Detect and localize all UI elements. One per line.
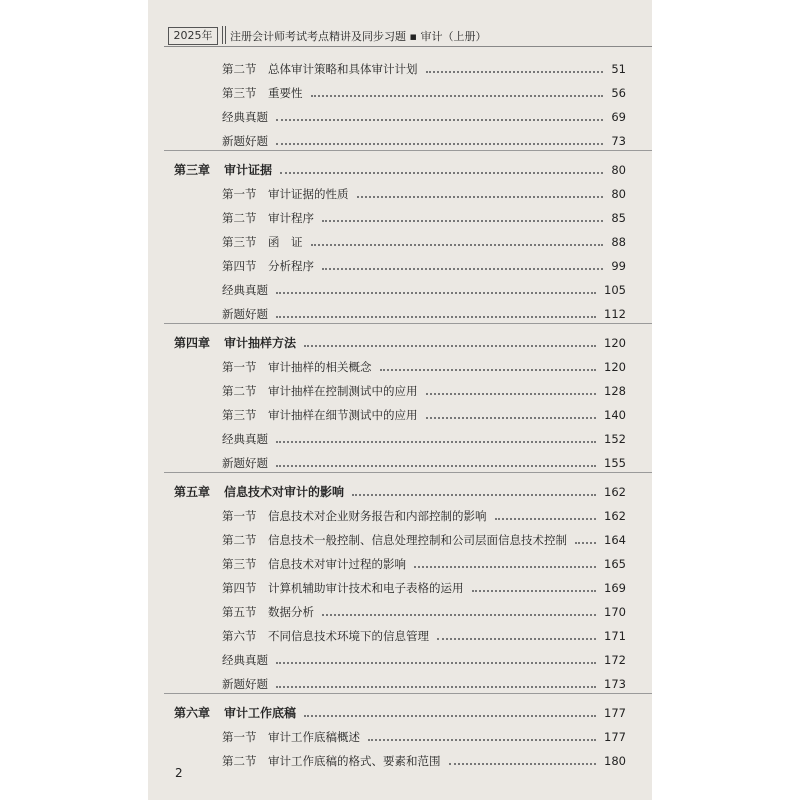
- toc-entry-title: 审计证据: [224, 163, 273, 177]
- toc-page-number: 171: [604, 629, 626, 643]
- toc-section-entry: [148, 506, 652, 526]
- toc-page-number: 155: [604, 456, 626, 470]
- toc-entry-title: 信息技术对企业财务报告和内部控制的影响: [268, 509, 487, 523]
- toc-extra-entry: [148, 131, 652, 151]
- toc-section-entry: [148, 626, 652, 646]
- toc-extra-entry: [148, 304, 652, 324]
- toc-extra-entry: [148, 674, 652, 694]
- toc-page-number: 69: [611, 110, 626, 124]
- toc-section-entry: [148, 232, 652, 252]
- toc-section-entry: [148, 208, 652, 228]
- toc-section-entry: [148, 751, 652, 771]
- toc-section-entry: [148, 59, 652, 79]
- toc-page-number: 56: [611, 86, 626, 100]
- toc-entry-title: 审计工作底稿: [224, 706, 297, 720]
- toc-extra-entry: [148, 429, 652, 449]
- toc-entry-number: 第三节: [222, 557, 257, 571]
- toc-leader-dots: [311, 95, 603, 97]
- toc-entry-number: 第六节: [222, 629, 257, 643]
- toc-leader-dots: [426, 71, 603, 73]
- toc-section-entry: [148, 357, 652, 377]
- toc-entry-number: 第四节: [222, 259, 257, 273]
- toc-leader-dots: [426, 417, 596, 419]
- toc-page-number: 152: [604, 432, 626, 446]
- toc-entry-title: 审计工作底稿概述: [268, 730, 360, 744]
- toc-entry-title: 审计抽样在控制测试中的应用: [268, 384, 418, 398]
- year-badge: 2025年: [168, 27, 218, 45]
- page-number: 2: [175, 766, 183, 780]
- toc-page-number: 165: [604, 557, 626, 571]
- toc-page-number: 162: [604, 509, 626, 523]
- toc-entry-number: 第三章: [174, 163, 211, 177]
- toc-section-entry: [148, 83, 652, 103]
- toc-entry-title: 计算机辅助审计技术和电子表格的运用: [268, 581, 464, 595]
- chapter-divider: [164, 472, 652, 473]
- toc-entry-title: 函 证: [268, 235, 303, 249]
- chapter-divider: [164, 323, 652, 324]
- toc-entry-number: 第一节: [222, 360, 257, 374]
- toc-page-number: 177: [604, 730, 626, 744]
- toc-leader-dots: [304, 345, 596, 347]
- toc-page-number: 177: [604, 706, 626, 720]
- toc-leader-dots: [357, 196, 603, 198]
- toc-page-number: 73: [611, 134, 626, 148]
- toc-page-number: 80: [611, 187, 626, 201]
- toc-leader-dots: [575, 542, 596, 544]
- toc-entry-number: 第二节: [222, 211, 257, 225]
- toc-leader-dots: [322, 220, 603, 222]
- toc-leader-dots: [276, 119, 603, 121]
- toc-entry-number: 第三节: [222, 235, 257, 249]
- toc-entry-number: 第二节: [222, 533, 257, 547]
- toc-extra-entry: [148, 453, 652, 473]
- toc-page-number: 164: [604, 533, 626, 547]
- toc-leader-dots: [276, 662, 596, 664]
- toc-page-number: 172: [604, 653, 626, 667]
- toc-page-number: 170: [604, 605, 626, 619]
- book-page: [148, 0, 652, 800]
- toc-page-number: 88: [611, 235, 626, 249]
- toc-chapter-entry: [148, 160, 652, 180]
- toc-entry-number: 第一节: [222, 187, 257, 201]
- toc-entry-title: 审计抽样的相关概念: [268, 360, 372, 374]
- toc-section-entry: [148, 578, 652, 598]
- toc-page-number: 162: [604, 485, 626, 499]
- toc-chapter-entry: [148, 703, 652, 723]
- toc-entry-number: 第二节: [222, 62, 257, 76]
- toc-entry-title: 总体审计策略和具体审计计划: [268, 62, 418, 76]
- toc-page-number: 140: [604, 408, 626, 422]
- toc-section-entry: [148, 405, 652, 425]
- toc-section-entry: [148, 554, 652, 574]
- book-title: 注册会计师考试考点精讲及同步习题 ▪ 审计（上册）: [230, 30, 487, 43]
- toc-page-number: 99: [611, 259, 626, 273]
- toc-entry-title: 审计抽样方法: [224, 336, 297, 350]
- toc-entry-title: 分析程序: [268, 259, 314, 273]
- toc-leader-dots: [276, 143, 603, 145]
- toc-entry-number: 第四章: [174, 336, 211, 350]
- header-rule: [164, 46, 652, 47]
- toc-page-number: 105: [604, 283, 626, 297]
- toc-entry-number: 第六章: [174, 706, 211, 720]
- toc-leader-dots: [276, 292, 596, 294]
- toc-entry-title: 不同信息技术环境下的信息管理: [268, 629, 429, 643]
- toc-leader-dots: [276, 465, 596, 467]
- toc-page-number: 169: [604, 581, 626, 595]
- running-header: [164, 24, 652, 46]
- toc-entry-title: 重要性: [268, 86, 303, 100]
- toc-leader-dots: [437, 638, 596, 640]
- toc-entry-number: 第三节: [222, 408, 257, 422]
- toc-entry-title: 信息技术对审计过程的影响: [268, 557, 406, 571]
- toc-chapter-entry: [148, 482, 652, 502]
- toc-entry-number: 第五章: [174, 485, 211, 499]
- toc-entry-title: 信息技术一般控制、信息处理控制和公司层面信息技术控制: [268, 533, 567, 547]
- toc-page-number: 51: [611, 62, 626, 76]
- toc-entry-number: 第四节: [222, 581, 257, 595]
- chapter-divider: [164, 693, 652, 694]
- toc-leader-dots: [368, 739, 596, 741]
- toc-entry-title: 新题好题: [222, 456, 268, 470]
- toc-leader-dots: [276, 686, 596, 688]
- toc-entry-title: 经典真题: [222, 432, 268, 446]
- toc-chapter-entry: [148, 333, 652, 353]
- toc-section-entry: [148, 530, 652, 550]
- toc-section-entry: [148, 184, 652, 204]
- toc-extra-entry: [148, 280, 652, 300]
- toc-leader-dots: [276, 316, 596, 318]
- toc-entry-title: 经典真题: [222, 110, 268, 124]
- toc-entry-title: 新题好题: [222, 677, 268, 691]
- toc-leader-dots: [380, 369, 596, 371]
- toc-entry-number: 第二节: [222, 754, 257, 768]
- toc-extra-entry: [148, 650, 652, 670]
- toc-section-entry: [148, 602, 652, 622]
- toc-leader-dots: [304, 715, 596, 717]
- toc-leader-dots: [322, 268, 603, 270]
- toc-entry-number: 第三节: [222, 86, 257, 100]
- toc-entry-title: 审计证据的性质: [268, 187, 349, 201]
- toc-page-number: 128: [604, 384, 626, 398]
- toc-leader-dots: [352, 494, 596, 496]
- toc-leader-dots: [322, 614, 596, 616]
- toc-leader-dots: [414, 566, 596, 568]
- toc-leader-dots: [280, 172, 603, 174]
- toc-section-entry: [148, 381, 652, 401]
- toc-leader-dots: [449, 763, 596, 765]
- toc-page-number: 173: [604, 677, 626, 691]
- toc-entry-title: 审计抽样在细节测试中的应用: [268, 408, 418, 422]
- toc-section-entry: [148, 727, 652, 747]
- toc-entry-title: 经典真题: [222, 283, 268, 297]
- toc-leader-dots: [311, 244, 603, 246]
- toc-page-number: 120: [604, 360, 626, 374]
- toc-entry-title: 审计程序: [268, 211, 314, 225]
- toc-entry-number: 第五节: [222, 605, 257, 619]
- toc-leader-dots: [276, 441, 596, 443]
- toc-entry-title: 新题好题: [222, 307, 268, 321]
- toc-page-number: 85: [611, 211, 626, 225]
- toc-entry-number: 第一节: [222, 509, 257, 523]
- toc-page-number: 112: [604, 307, 626, 321]
- toc-leader-dots: [426, 393, 596, 395]
- chapter-divider: [164, 150, 652, 151]
- toc-leader-dots: [495, 518, 596, 520]
- toc-entry-title: 新题好题: [222, 134, 268, 148]
- toc-entry-title: 信息技术对审计的影响: [224, 485, 345, 499]
- header-separator: [222, 26, 226, 44]
- toc-entry-number: 第二节: [222, 384, 257, 398]
- toc-page-number: 80: [611, 163, 626, 177]
- toc-entry-title: 经典真题: [222, 653, 268, 667]
- toc-leader-dots: [472, 590, 596, 592]
- toc-entry-title: 审计工作底稿的格式、要素和范围: [268, 754, 441, 768]
- toc-section-entry: [148, 256, 652, 276]
- toc-page-number: 180: [604, 754, 626, 768]
- toc-entry-title: 数据分析: [268, 605, 314, 619]
- toc-page-number: 120: [604, 336, 626, 350]
- toc-entry-number: 第一节: [222, 730, 257, 744]
- toc-extra-entry: [148, 107, 652, 127]
